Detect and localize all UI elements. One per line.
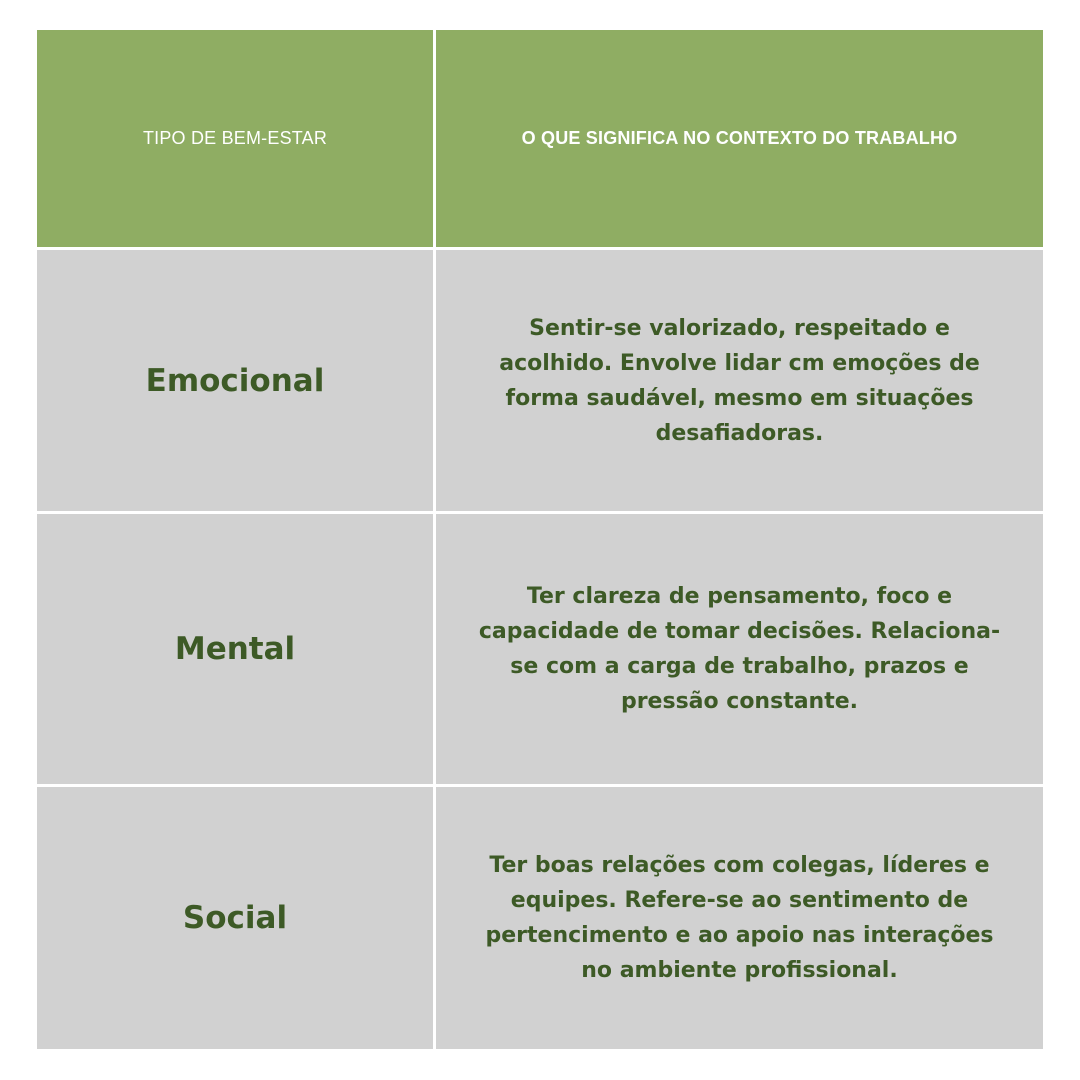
wellbeing-table [37,30,1043,1049]
description-line: pertencimento e ao apoio nas interações [485,923,994,948]
description-line: forma saudável, mesmo em situações [505,385,974,411]
header-col-meaning [436,30,1043,247]
description-line: equipes. Refere-se ao sentimento de [510,888,969,913]
header-col-type [37,30,433,247]
description-line: Sentir-se valorizado, respeitado e [529,315,950,341]
row-type-label: Social [182,900,288,936]
row-social-type [37,787,433,1049]
description-line: acolhido. Envolve lidar cm emoções de [499,350,980,376]
description-line: Ter boas relações com colegas, líderes e [489,853,990,878]
row-emocional-type [37,250,433,511]
row-type-label: Mental [174,631,296,667]
header-col-type-label: TIPO DE BEM-ESTAR [142,128,328,148]
description-line: se com a carga de trabalho, prazos e [510,654,969,679]
description-line: desafiadoras. [655,420,824,446]
row-emocional-description [436,250,1043,511]
row-mental-description [436,514,1043,784]
description-line: Ter clareza de pensamento, foco e [526,584,953,609]
row-mental-type [37,514,433,784]
header-col-meaning-label: O QUE SIGNIFICA NO CONTEXTO DO TRABALHO [521,128,958,148]
description-line: pressão constante. [620,689,859,714]
description-line: no ambiente profissional. [581,958,898,983]
row-social-description [436,787,1043,1049]
description-line: capacidade de tomar decisões. Relaciona- [478,619,1001,644]
row-type-label: Emocional [145,362,325,399]
